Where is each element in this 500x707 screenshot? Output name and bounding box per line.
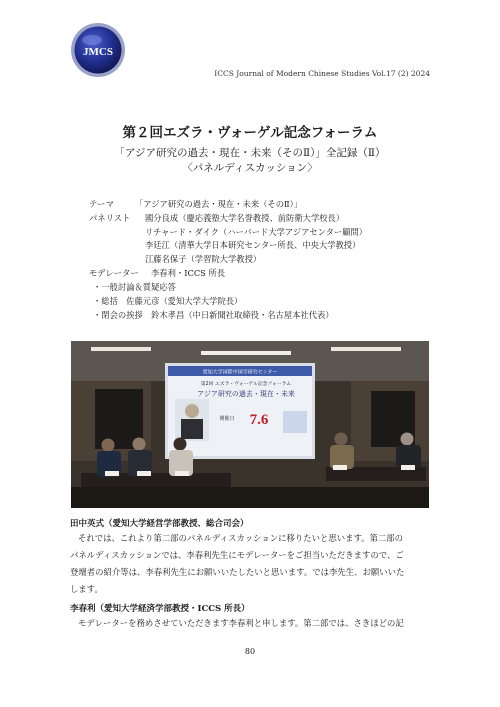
- svg-text:第2回 エズラ・ヴォーゲル記念フォーラム: 第2回 エズラ・ヴォーゲル記念フォーラム: [200, 382, 292, 387]
- speaker-paragraph: [70, 615, 430, 632]
- svg-text:7.6: 7.6: [249, 412, 269, 428]
- forum-photo: [71, 341, 429, 508]
- svg-text:開催日: 開催日: [219, 416, 235, 422]
- theme-label: テーマ: [89, 199, 114, 209]
- moderator-label: モデレーター: [89, 267, 139, 278]
- paragraph-line: それでは、これより第二部のパネルディスカッションに移りたいと思います。第二部の: [78, 533, 404, 543]
- paragraph-line: します。: [70, 584, 103, 594]
- theme-value: 「アジア研究の過去・現在・未来（そのⅡ）」: [135, 199, 303, 209]
- panelist-label: パネリスト: [89, 213, 131, 223]
- journal-header: ICCS Journal of Modern Chinese Studies Vol.17 (2) 2024: [214, 69, 430, 78]
- speaker-heading: 李春利（愛知大学経済学部教授・ICCS 所長）: [70, 604, 250, 614]
- svg-text:JMCS: JMCS: [83, 46, 113, 58]
- svg-text:アジア研究の過去・現在・未来: アジア研究の過去・現在・未来: [197, 390, 295, 398]
- paragraph-line: モデレーターを務めさせていただきます李春利と申します。第二部では、さきほどの記: [78, 618, 404, 628]
- article-title: 第２回エズラ・ヴォーゲル記念フォーラム: [122, 125, 378, 141]
- panelist-item: 國分良成（慶応義塾大学名誉教授、前防衛大学校長）: [145, 213, 345, 223]
- jmcs-logo: [70, 22, 126, 78]
- speaker-paragraph: [70, 530, 430, 598]
- page-number: 80: [244, 647, 256, 656]
- speaker-heading: 田中英式（愛知大学経営学部教授、総合司会）: [70, 519, 249, 529]
- moderator-value: 李春利・ICCS 所長: [151, 267, 226, 278]
- paragraph-line: パネルディスカッションでは、李春利先生にモデレーターをご担当いただきますので、ご: [70, 550, 404, 560]
- program-item: ・一般討論＆質疑応答: [93, 281, 176, 292]
- panelist-item: 江藤名保子（学習院大学教授）: [145, 253, 262, 264]
- program-item: ・閉会の挨拶 鈴木孝昌（中日新聞社取締役・名古屋本社代表）: [93, 309, 334, 320]
- svg-text:愛知大学国際中国学研究センター: 愛知大学国際中国学研究センター: [202, 369, 278, 376]
- article-subtitle-sub: 〈パネルディスカッション〉: [182, 162, 318, 174]
- article-subtitle: 「アジア研究の過去・現在・未来（そのⅡ）」全記録（Ⅱ）: [114, 147, 386, 159]
- panelist-item: 李廷江（清華大学日本研究センター所長、中央大学教授）: [145, 240, 361, 250]
- panelist-item: リチャード・ダイク（ハーバード大学アジアセンター顧問）: [145, 226, 368, 237]
- paragraph-line: 登壇者の紹介等は、李春利先生にお願いいたしたいと思います。では李先生、お願いいた: [70, 567, 405, 577]
- program-item: ・総括 佐藤元彦（愛知大学大学院長）: [93, 295, 243, 306]
